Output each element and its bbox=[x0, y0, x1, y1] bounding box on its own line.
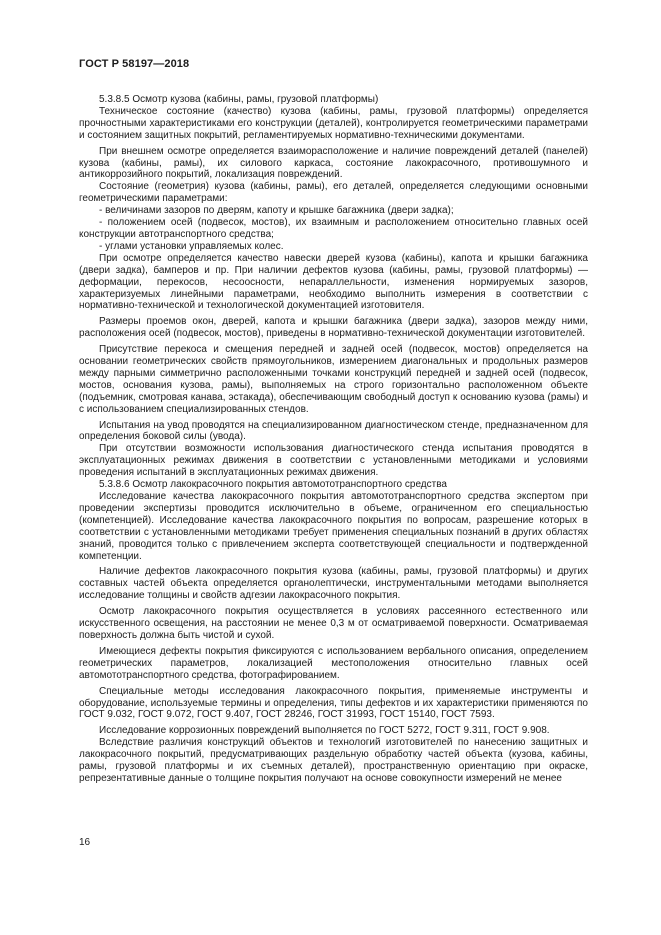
list-item: - величинами зазоров по дверям, капоту и крышке багажника (двери задка); bbox=[99, 205, 454, 217]
page-number: 16 bbox=[79, 837, 91, 848]
section-heading-5-3-8-5: 5.3.8.5 Осмотр кузова (кабины, рамы, грузовой платформы) bbox=[99, 94, 379, 105]
paragraph: Имеющиеся дефекты покрытия фиксируются с использованием вербального описания, определением геометрических параметров, локализацией местоположения относительно главных осей автомототранспортного средства, фотографированием. bbox=[79, 645, 588, 681]
document-id-header: ГОСТ Р 58197—2018 bbox=[79, 58, 190, 70]
paragraph: При внешнем осмотре определяется взаиморасположение и наличие повреждений деталей (панелей) кузова (кабины, рамы), их силового каркаса, состояние лакокрасочного, противошумного и антикоррозийного покрытий, локализация повреждений. bbox=[79, 145, 588, 181]
paragraph: Исследование качества лакокрасочного покрытия автомототранспортного средства экспертом при проведении экспертизы проводится исключительно в объеме, ограниченном его специальностью (компетенцией). Исследование качества лакокрасочного покрытия по вопросам, разрешение которых в соответствии с установленными методиками требует применения специальных познаний в других областях знаний, проводится только с привлечением эксперта соответствующей специальности и подтвержденной компетенции. bbox=[79, 491, 588, 562]
paragraph: При отсутствии возможности использования диагностического стенда испытания проводятся в эксплуатационных режимах движения в соответствии с установленными методиками и условиями проведения испытаний в эксплуатационных режимах движения. bbox=[79, 443, 588, 479]
list-item: - положением осей (подвесок, мостов), их взаимным и расположением относительно главных осей конструкции автотранспортного средства; bbox=[79, 217, 588, 240]
section-heading-5-3-8-6: 5.3.8.6 Осмотр лакокрасочного покрытия автомототранспортного средства bbox=[99, 479, 447, 491]
paragraph: Испытания на увод проводятся на специализированном диагностическом стенде, предназначенном для определения боковой силы (увода). bbox=[79, 419, 588, 443]
paragraph: Осмотр лакокрасочного покрытия осуществляется в условиях рассеянного естественного или искусственного освещения, на расстоянии не менее 0,3 м от осматриваемой поверхности. Осматриваемая поверхность должна быть чистой и сухой. bbox=[79, 606, 588, 641]
paragraph: При осмотре определяется качество навески дверей кузова (кабины), капота и крышки багажника (двери задка), бамперов и пр. При наличии дефектов кузова (кабины, рамы, грузовой платформы) — деформации, перекосов, несоосности, непараллельности, изменения нормируемых зазоров, характеризуемых линейными параметрами, необходимо выполнить измерения в соответствии с нормативно-технической и технологической документацией изготовителя. bbox=[79, 252, 588, 312]
paragraph: Наличие дефектов лакокрасочного покрытия кузова (кабины, рамы, грузовой платформы) и других составных частей объекта определяется органолептически, инструментальными методами выполняется исследование толщины и свойств адгезии лакокрасочного покрытия. bbox=[79, 566, 588, 602]
paragraph: Вследствие различия конструкций объектов и технологий изготовителей по нанесению защитных и лакокрасочного покрытий, предусматривающих раздельную обработку частей объекта (кузова, кабины, рамы, грузовой платформы и их съемных деталей), пространственную ориентацию при окраске, репрезентативные данные о толщине покрытия получают на основе совокупности измерений не менее bbox=[79, 737, 588, 784]
document-body bbox=[79, 94, 588, 785]
paragraph: Состояние (геометрия) кузова (кабины, рамы), его деталей, определяется следующими основными геометрическими параметрами: bbox=[79, 181, 588, 205]
paragraph: Размеры проемов окон, дверей, капота и крышки багажника (двери задка), зазоров между ними, расположения осей (подвесок, мостов), приведены в нормативно-технической документации изготовителей. bbox=[79, 316, 588, 340]
list-item: - углами установки управляемых колес. bbox=[99, 240, 284, 252]
paragraph: Присутствие перекоса и смещения передней и задней осей (подвесок, мостов) определяется на основании геометрических свойств прямоугольников, измерением диагональных и продольных размеров между парными симметрично расположенными точками конструкций передней и задней осей (подвесок, мостов, основания кузова, рамы), выполняемых на строго горизонтально расположенном объекте (подъемник, смотровая канава, эстакада), обеспечивающим свободный доступ к основанию кузова (рамы) и с использованием специализированных стендов. bbox=[79, 344, 588, 415]
paragraph: Техническое состояние (качество) кузова (кабины, рамы, грузовой платформы) определяется прочностными характеристиками его конструкции (деталей), контролируется геометрическими параметрами и состоянием защитных покрытий, регламентируемых нормативно-техническими документами. bbox=[79, 105, 588, 141]
paragraph: Исследование коррозионных повреждений выполняется по ГОСТ 5272, ГОСТ 9.311, ГОСТ 9.908. bbox=[99, 725, 550, 737]
paragraph: Специальные методы исследования лакокрасочного покрытия, применяемые инструменты и оборудование, используемые термины и определения, типы дефектов и их характеристики применяются по ГОСТ 9.032, ГОСТ 9.072, ГОСТ 9.407, ГОСТ 28246, ГОСТ 31993, ГОСТ 15140, ГОСТ 7593. bbox=[79, 685, 588, 721]
